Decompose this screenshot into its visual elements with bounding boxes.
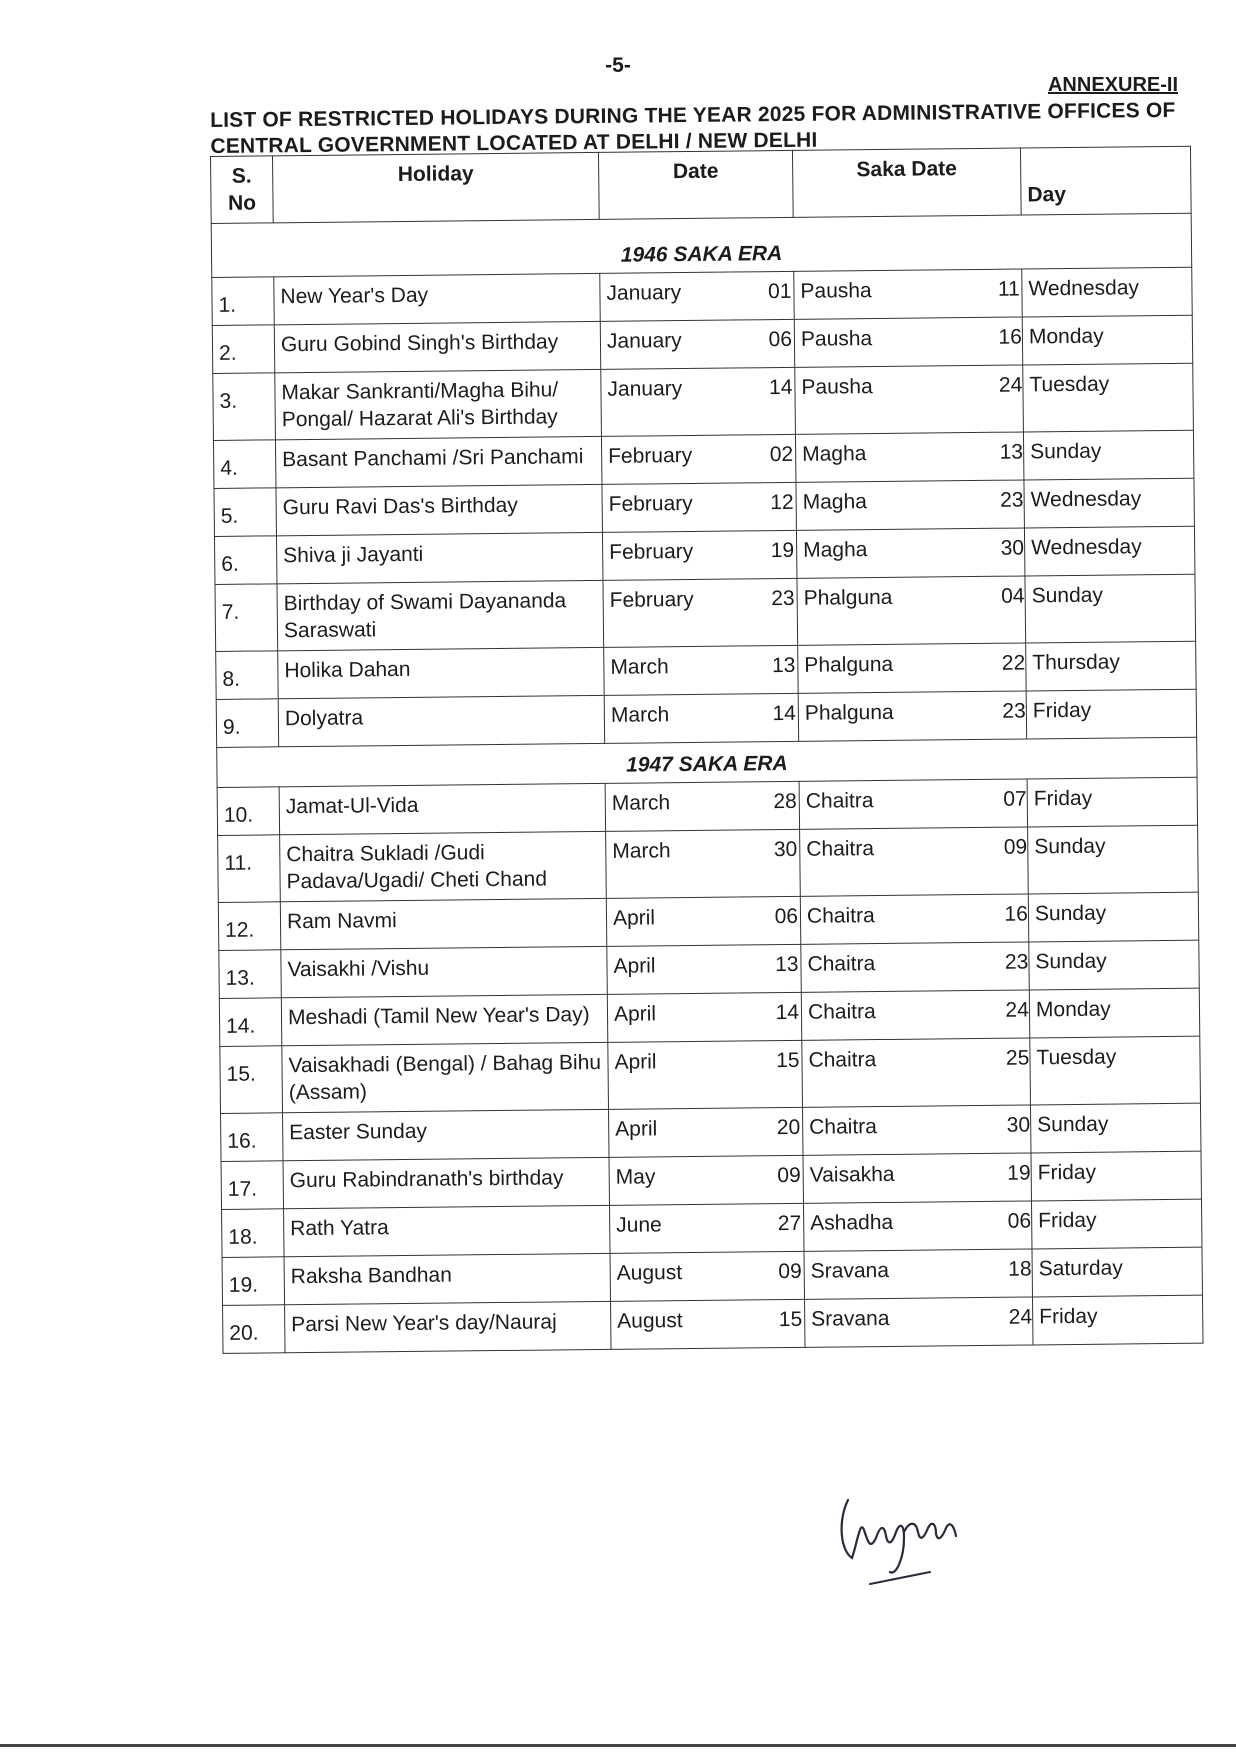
date-day-cell: 06: [730, 319, 794, 368]
page-edge-line: [0, 1744, 1236, 1747]
saka-month-cell: Sravana: [805, 1297, 1003, 1347]
saka-month-cell: Magha: [796, 528, 994, 578]
holiday-name-cell: Meshadi (Tamil New Year's Day): [281, 994, 607, 1045]
date-day-cell: 19: [732, 530, 796, 579]
holiday-name-cell: Ram Navmi: [280, 898, 606, 949]
saka-day-cell: 22: [996, 643, 1027, 691]
date-month-cell: January: [600, 320, 730, 369]
table-row: [215, 574, 1196, 651]
date-day-cell: 06: [736, 896, 800, 945]
serial-number-cell: 10.: [217, 787, 279, 836]
holiday-table: [210, 146, 1203, 1354]
weekday-cell: Thursday: [1026, 641, 1196, 691]
date-day-cell: 15: [741, 1299, 805, 1348]
saka-month-cell: Chaitra: [802, 1038, 1001, 1107]
serial-number-cell: 6.: [214, 536, 276, 585]
serial-number-cell: 7.: [215, 584, 278, 652]
weekday-cell: Sunday: [1028, 825, 1199, 894]
date-month-cell: April: [607, 945, 737, 994]
saka-day-cell: 06: [1001, 1201, 1032, 1249]
header-row: [211, 146, 1192, 223]
saka-month-cell: Pausha: [794, 317, 992, 367]
saka-month-cell: Chaitra: [802, 1105, 1000, 1155]
saka-month-cell: Magha: [795, 432, 993, 482]
header-saka-date: Saka Date: [792, 148, 1021, 217]
date-month-cell: April: [608, 1041, 739, 1109]
holiday-name-cell: Chaitra Sukladi /Gudi Padava/Ugadi/ Cheti Chand: [280, 831, 607, 901]
serial-number-cell: 12.: [218, 902, 280, 951]
holiday-name-cell: New Year's Day: [274, 273, 600, 324]
saka-month-cell: Phalguna: [798, 643, 996, 693]
date-day-cell: 14: [734, 693, 798, 742]
serial-number-cell: 11.: [218, 835, 281, 903]
holiday-name-cell: Shiva ji Jayanti: [276, 532, 602, 583]
date-month-cell: March: [605, 782, 735, 831]
page-number: -5-: [605, 54, 631, 77]
weekday-cell: Sunday: [1030, 1103, 1200, 1153]
holiday-name-cell: Raksha Bandhan: [284, 1253, 610, 1304]
saka-day-cell: 13: [993, 432, 1024, 480]
serial-number-cell: 19.: [222, 1257, 284, 1306]
weekday-cell: Wednesday: [1024, 526, 1194, 576]
header-sno: S. No: [211, 156, 274, 224]
table-row: [213, 363, 1194, 440]
saka-month-cell: Chaitra: [799, 779, 997, 829]
date-day-cell: 12: [732, 482, 796, 531]
weekday-cell: Sunday: [1023, 430, 1193, 480]
date-day-cell: 30: [736, 829, 801, 897]
holiday-name-cell: Vaisakhadi (Bengal) / Bahag Bihu (Assam): [282, 1042, 609, 1112]
serial-number-cell: 15.: [220, 1046, 283, 1114]
holiday-name-cell: Vaisakhi /Vishu: [281, 946, 607, 997]
saka-month-cell: Chaitra: [800, 827, 999, 896]
date-day-cell: 02: [731, 434, 795, 483]
saka-day-cell: 09: [998, 827, 1029, 894]
date-month-cell: August: [610, 1252, 740, 1301]
weekday-cell: Friday: [1032, 1295, 1202, 1345]
weekday-cell: Tuesday: [1023, 363, 1194, 432]
saka-day-cell: 24: [999, 990, 1030, 1038]
weekday-cell: Sunday: [1028, 892, 1198, 942]
saka-day-cell: 04: [995, 576, 1026, 643]
holiday-name-cell: Jamat-Ul-Vida: [279, 783, 605, 834]
holiday-name-cell: Guru Rabindranath's birthday: [283, 1157, 609, 1208]
weekday-cell: Friday: [1031, 1199, 1201, 1249]
holiday-name-cell: Makar Sankranti/Magha Bihu/ Pongal/ Hazarat Ali's Birthday: [275, 369, 602, 439]
header-holiday: Holiday: [273, 152, 600, 222]
serial-number-cell: 20.: [223, 1305, 285, 1354]
weekday-cell: Sunday: [1029, 940, 1199, 990]
header-date: Date: [598, 150, 793, 219]
table-row: [220, 1036, 1201, 1113]
saka-day-cell: 16: [998, 894, 1029, 942]
date-month-cell: April: [606, 897, 736, 946]
date-day-cell: 09: [739, 1155, 803, 1204]
holiday-name-cell: Holika Dahan: [278, 647, 604, 698]
serial-number-cell: 18.: [222, 1209, 284, 1258]
serial-number-cell: 17.: [221, 1161, 283, 1210]
saka-day-cell: 19: [1001, 1153, 1032, 1201]
holiday-name-cell: Guru Ravi Das's Birthday: [276, 484, 602, 535]
date-month-cell: February: [603, 579, 734, 647]
date-month-cell: March: [606, 830, 737, 898]
date-month-cell: June: [610, 1204, 740, 1253]
date-month-cell: May: [609, 1156, 739, 1205]
saka-month-cell: Sravana: [804, 1249, 1002, 1299]
holiday-name-cell: Birthday of Swami Dayananda Saraswati: [277, 580, 604, 650]
saka-day-cell: 18: [1002, 1249, 1033, 1297]
weekday-cell: Saturday: [1032, 1247, 1202, 1297]
date-day-cell: 01: [730, 271, 794, 320]
holiday-name-cell: Basant Panchami /Sri Panchami: [275, 436, 601, 487]
saka-month-cell: Chaitra: [801, 990, 999, 1040]
serial-number-cell: 8.: [216, 651, 278, 700]
date-day-cell: 13: [737, 944, 801, 993]
saka-day-cell: 23: [996, 691, 1027, 739]
saka-day-cell: 24: [1002, 1297, 1033, 1345]
saka-month-cell: Pausha: [795, 365, 994, 434]
signature: [830, 1480, 1000, 1590]
saka-month-cell: Magha: [796, 480, 994, 530]
table-body: [211, 213, 1203, 1353]
date-day-cell: 14: [737, 992, 801, 1041]
weekday-cell: Monday: [1022, 315, 1192, 365]
saka-month-cell: Phalguna: [798, 691, 996, 741]
weekday-cell: Sunday: [1025, 574, 1196, 643]
table-row: [218, 825, 1199, 902]
saka-month-cell: Ashadha: [804, 1201, 1002, 1251]
saka-month-cell: Pausha: [794, 269, 992, 319]
date-day-cell: 20: [738, 1107, 802, 1156]
saka-day-cell: 07: [997, 779, 1028, 827]
serial-number-cell: 2.: [212, 325, 274, 374]
date-day-cell: 28: [735, 781, 799, 830]
weekday-cell: Friday: [1031, 1151, 1201, 1201]
date-day-cell: 15: [738, 1040, 803, 1108]
saka-day-cell: 11: [992, 269, 1023, 317]
date-day-cell: 13: [734, 645, 798, 694]
weekday-cell: Wednesday: [1024, 478, 1194, 528]
table-row: [223, 1295, 1203, 1353]
serial-number-cell: 5.: [214, 488, 276, 537]
date-month-cell: March: [604, 646, 734, 695]
saka-day-cell: 25: [1000, 1038, 1031, 1105]
saka-day-cell: 23: [999, 942, 1030, 990]
holiday-name-cell: Parsi New Year's day/Nauraj: [285, 1301, 611, 1352]
date-day-cell: 14: [731, 367, 796, 435]
weekday-cell: Friday: [1026, 689, 1196, 739]
date-month-cell: August: [611, 1300, 741, 1349]
weekday-cell: Wednesday: [1022, 267, 1192, 317]
date-day-cell: 09: [740, 1251, 804, 1300]
date-month-cell: February: [601, 435, 731, 484]
holiday-name-cell: Dolyatra: [278, 695, 604, 746]
weekday-cell: Tuesday: [1030, 1036, 1201, 1105]
era-heading: 1947 SAKA ERA: [217, 737, 1197, 787]
saka-day-cell: 30: [1000, 1105, 1031, 1153]
serial-number-cell: 4.: [213, 440, 275, 489]
saka-month-cell: Phalguna: [797, 576, 996, 645]
serial-number-cell: 3.: [213, 373, 276, 441]
holiday-name-cell: Rath Yatra: [284, 1205, 610, 1256]
serial-number-cell: 1.: [212, 277, 274, 326]
date-month-cell: February: [602, 531, 732, 580]
saka-day-cell: 24: [993, 365, 1024, 432]
date-month-cell: January: [601, 368, 732, 436]
date-month-cell: January: [600, 272, 730, 321]
saka-month-cell: Vaisakha: [803, 1153, 1001, 1203]
date-month-cell: April: [607, 993, 737, 1042]
saka-month-cell: Chaitra: [801, 942, 999, 992]
saka-day-cell: 16: [992, 317, 1023, 365]
saka-day-cell: 23: [994, 480, 1025, 528]
holiday-name-cell: Easter Sunday: [283, 1109, 609, 1160]
holiday-name-cell: Guru Gobind Singh's Birthday: [274, 321, 600, 372]
serial-number-cell: 9.: [216, 699, 278, 748]
date-day-cell: 27: [740, 1203, 804, 1252]
holiday-table-container: [210, 146, 1202, 1354]
weekday-cell: Friday: [1027, 777, 1197, 827]
annexure-label: ANNEXURE-II: [1047, 74, 1178, 96]
era-heading: 1946 SAKA ERA: [211, 213, 1192, 277]
date-month-cell: April: [609, 1108, 739, 1157]
document-title: LIST OF RESTRICTED HOLIDAYS DURING THE YEAR 2025 FOR ADMINISTRATIVE OFFICES OF CENTRAL GOVERNMENT LOCATED AT DELHI / NEW DELHI: [210, 98, 1176, 158]
serial-number-cell: 14.: [219, 998, 281, 1047]
header-day: Day: [1020, 146, 1191, 215]
weekday-cell: Monday: [1029, 988, 1199, 1038]
serial-number-cell: 16.: [221, 1113, 283, 1162]
date-month-cell: March: [604, 694, 734, 743]
serial-number-cell: 13.: [219, 950, 281, 999]
saka-day-cell: 30: [994, 528, 1025, 576]
date-month-cell: February: [602, 483, 732, 532]
saka-month-cell: Chaitra: [800, 894, 998, 944]
date-day-cell: 23: [733, 578, 798, 646]
